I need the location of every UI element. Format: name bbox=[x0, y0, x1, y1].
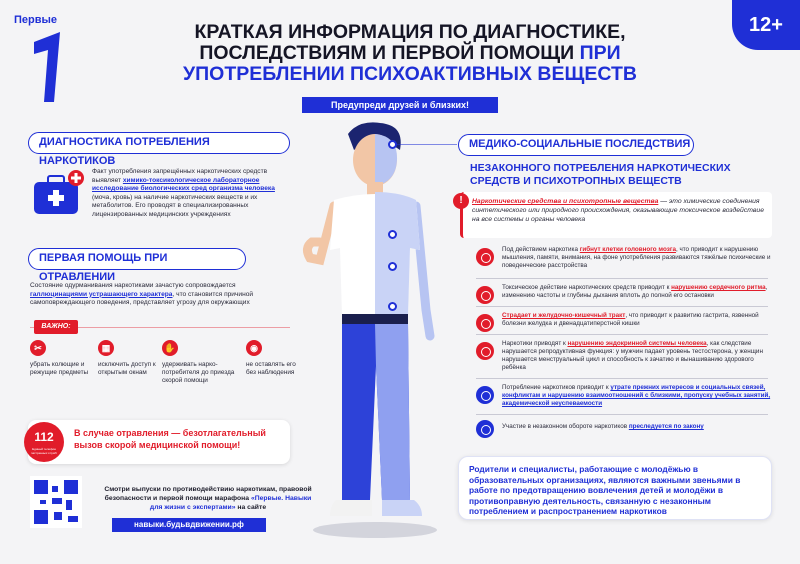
tip-text: убрать колющие и режущие предметы bbox=[30, 361, 89, 377]
important-label: ВАЖНО: bbox=[34, 320, 78, 334]
effect-text bbox=[502, 384, 774, 408]
diagnostics-text-highlight: химико-токсикологическое лабораторное исследование биологических сред организма человека bbox=[92, 176, 275, 193]
promo-text bbox=[98, 486, 318, 512]
effect-divider bbox=[476, 278, 768, 279]
logo-one-icon bbox=[32, 32, 62, 102]
definition-text bbox=[472, 197, 766, 224]
first-aid-text-end: , что становится причиной самоповреждающего поведения, представляет угрозу для окружающих bbox=[30, 290, 254, 307]
first-aid-section-title: ПЕРВАЯ ПОМОЩЬ ПРИ ОТРАВЛЕНИИ bbox=[28, 248, 246, 270]
effect-divider bbox=[476, 378, 768, 379]
consequences-subtitle: НЕЗАКОННОГО ПОТРЕБЛЕНИЯ НАРКОТИЧЕСКИХ СРЕДСТВ И ПСИХОТРОПНЫХ ВЕЩЕСТВ bbox=[470, 162, 731, 187]
parents-note: Родители и специалисты, работающие с молодёжью в образовательных организациях, являются важными звеньями в работе по предотвращению вовлечения детей и молодёжи в противоправную деятельность, связанную с незаконным потреблением и распространением наркотиков bbox=[458, 456, 772, 520]
warning-icon: ! bbox=[453, 193, 469, 209]
page-title bbox=[150, 22, 670, 85]
effect-text-mark: нарушению сердечного ритма bbox=[671, 284, 766, 291]
effect-text-mark: нарушению эндокринной системы человека bbox=[567, 340, 707, 347]
effect-endocrine bbox=[476, 340, 776, 378]
effect-text bbox=[502, 312, 774, 328]
effect-text-a: Токсическое действие наркотических средств приводит к bbox=[502, 284, 672, 291]
effect-text-a: Участие в незаконном обороте наркотиков bbox=[502, 423, 629, 430]
stomach-icon bbox=[476, 314, 494, 332]
tip-item bbox=[98, 340, 164, 377]
hold-person-icon: ✋ bbox=[162, 340, 178, 356]
emergency-call-box bbox=[28, 420, 290, 464]
emergency-call-text: В случае отравления — безотлагательный вызов скорой медицинской помощи! bbox=[74, 428, 266, 450]
first-aid-text-start: Состояние одурманивания наркотиками зачастую сопровождается bbox=[30, 282, 236, 289]
human-figure-illustration bbox=[290, 120, 460, 560]
stomach-point-marker bbox=[388, 262, 397, 271]
knife-icon: ✂ bbox=[30, 340, 46, 356]
heart-icon bbox=[476, 286, 494, 304]
law-icon bbox=[476, 420, 494, 438]
effect-divider bbox=[476, 334, 768, 335]
effect-divider bbox=[476, 414, 768, 415]
promo-text-end: на сайте bbox=[235, 503, 267, 511]
emergency-number-caption: Единый телефон экстренных служб bbox=[31, 447, 57, 455]
tip-text: не оставлять его без наблюдения bbox=[246, 361, 296, 377]
eye-icon: ◉ bbox=[246, 340, 262, 356]
tip-text: удерживать нарко-потребителя до приезда скорой помощи bbox=[162, 361, 235, 385]
tip-item bbox=[246, 340, 296, 377]
diagnostics-section-title: ДИАГНОСТИКА ПОТРЕБЛЕНИЯ НАРКОТИКОВ bbox=[28, 132, 290, 154]
effect-text-c: , изменению частоты и глубины дыхания вплоть до полной его остановки bbox=[502, 284, 768, 300]
definition-rest: — это химические соединения синтетического или природного происхождения, оказывающие токсическое воздействие на все системы и органы человека bbox=[472, 198, 764, 223]
tip-text: исключить доступ к открытым окнам bbox=[98, 361, 156, 377]
window-icon: ▦ bbox=[98, 340, 114, 356]
connector-line bbox=[397, 144, 457, 145]
heart-point-marker bbox=[388, 230, 397, 239]
effect-text-c: , что приводит к нарушению мышления, памяти, внимания, на фоне употребления развиваются тяжёлые психические и поведенческие расстройства bbox=[502, 246, 771, 270]
effect-divider bbox=[476, 306, 768, 307]
effect-text bbox=[502, 246, 774, 270]
effect-text-mark: преследуется по закону bbox=[628, 423, 704, 430]
effect-text bbox=[502, 284, 774, 300]
title-main: КРАТКАЯ ИНФОРМАЦИЯ ПО ДИАГНОСТИКЕ, ПОСЛЕДСТВИЯМ И ПЕРВОЙ ПОМОЩИ bbox=[194, 21, 626, 64]
brand-logo bbox=[14, 14, 74, 104]
effect-text bbox=[502, 423, 774, 431]
site-link[interactable]: навыки.будьвдвижении.рф bbox=[112, 518, 266, 532]
people-icon bbox=[476, 386, 494, 404]
effect-text-a: Под действием наркотика bbox=[502, 246, 580, 253]
effect-social bbox=[476, 384, 776, 416]
brain-point-marker bbox=[388, 140, 397, 149]
medical-bag-icon bbox=[30, 168, 86, 218]
tip-item bbox=[30, 340, 96, 377]
effect-text-mark: Страдает и желудочно-кишечный тракт bbox=[502, 312, 626, 319]
diagnostics-text-end: (моча, кровь) на наличие наркотических веществ и их метаболитов. Его проводят в специализированных лицензированных медицинских учреждениях bbox=[92, 193, 258, 218]
first-aid-text bbox=[30, 282, 292, 308]
first-aid-text-highlight: галлюцинациями устрашающего характера bbox=[30, 290, 173, 298]
promo-marathon-name: «Первые. Навыки для жизни с экспертами» bbox=[149, 494, 312, 511]
effect-text-c: , что приводит к развитию гастрита, язвенной болезни желудка и двенадцатиперстной кишки bbox=[502, 312, 759, 328]
tip-item bbox=[162, 340, 238, 386]
emergency-number-badge bbox=[24, 422, 64, 462]
definition-term: Наркотические средства и психотропные вещества bbox=[472, 198, 659, 205]
diagnostics-text bbox=[92, 168, 292, 220]
title-highlight: ПРИ УПОТРЕБЛЕНИИ ПСИХОАКТИВНЫХ ВЕЩЕСТВ bbox=[183, 42, 637, 85]
endocrine-icon bbox=[476, 342, 494, 360]
effect-text bbox=[502, 340, 774, 372]
effect-text-a: Наркотики приводят к bbox=[502, 340, 568, 347]
effect-law bbox=[476, 418, 776, 440]
consequences-section-title: МЕДИКО-СОЦИАЛЬНЫЕ ПОСЛЕДСТВИЯ bbox=[458, 134, 694, 156]
age-rating-badge: 12+ bbox=[732, 0, 800, 50]
effect-text-mark: гибнут клетки головного мозга bbox=[579, 246, 676, 253]
emergency-number: 112 bbox=[34, 430, 54, 444]
diagnostics-text-start: Факт употребления запрещённых наркотических средств выявляет bbox=[92, 168, 268, 184]
qr-code[interactable] bbox=[30, 476, 82, 528]
effect-text-a: Потребление наркотиков приводит к bbox=[502, 384, 611, 391]
brain-icon bbox=[476, 248, 494, 266]
logo-text: Первые bbox=[14, 14, 58, 26]
effect-brain bbox=[476, 246, 776, 278]
promo-text-start: Смотри выпуски по противодействию наркотикам, правовой безопасности и первой помощи марафона bbox=[104, 486, 312, 502]
share-banner: Предупреди друзей и близких! bbox=[302, 97, 498, 113]
effect-text-c: , как следствие нарушается репродуктивная функция: у мужчин падает уровень тестостерона, у женщин нарушается менструальный цикл и способность к зачатию и вынашиванию здорового ребёнка bbox=[502, 340, 763, 372]
effect-text-mark: утрате прежних интересов и социальных связей, конфликтам и нарушению взаимоотношений с близкими, пропуску учебных занятий, академической неуспеваемости bbox=[502, 384, 771, 408]
endocrine-point-marker bbox=[388, 302, 397, 311]
